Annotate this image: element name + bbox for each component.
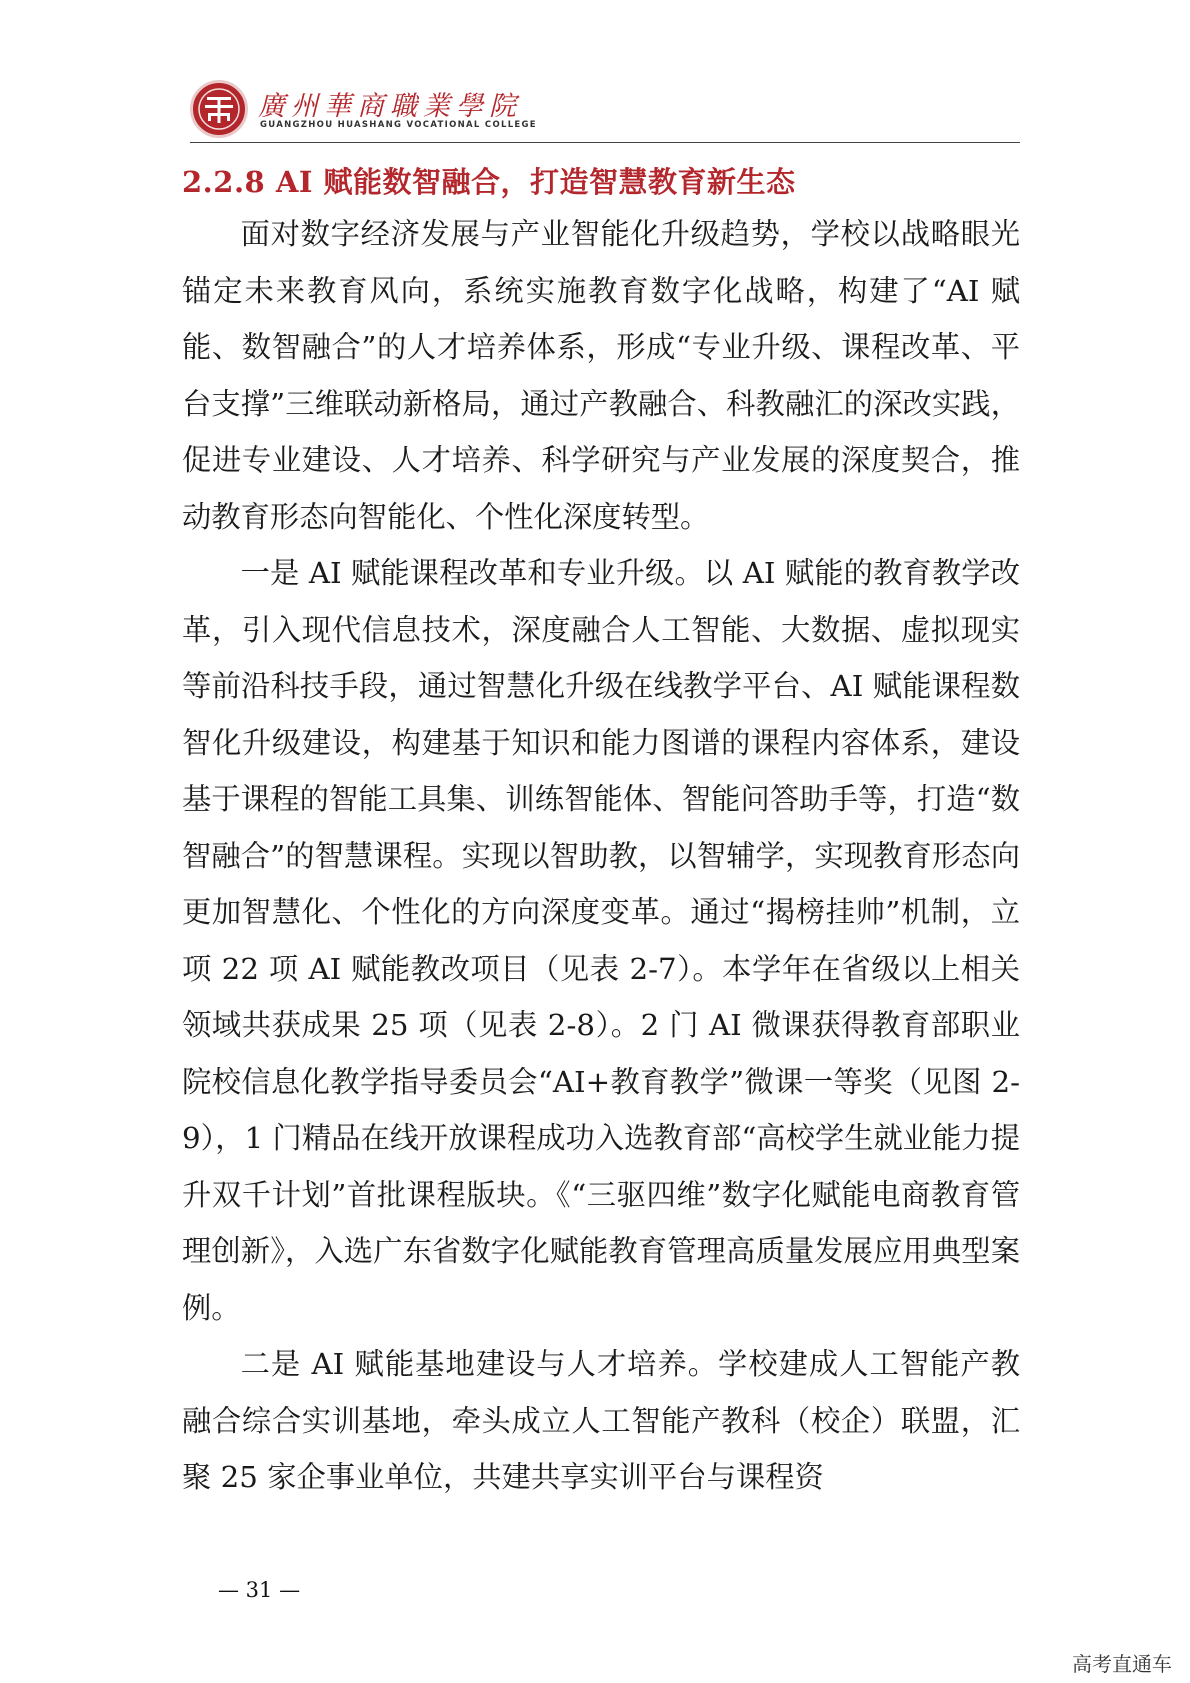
watermark-text: 高考直通车 [1072,1652,1172,1676]
paragraph: 二是 AI 赋能基地建设与人才培养。学校建成人工智能产教融合综合实训基地，牵头成立人工智能产教科（校企）联盟，汇聚 25 家企事业单位，共建共享实训平台与课程资 [182,1347,1020,1494]
college-name-english: GUANGZHOU HUASHANG VOCATIONAL COLLEGE [260,120,537,130]
section-heading: 2.2.8 AI 赋能数智融合，打造智慧教育新生态 [182,165,796,199]
body-text [182,206,1020,1506]
page-header [190,70,1020,144]
header-divider [190,142,1020,143]
college-seal-icon [190,80,248,138]
paragraph: 一是 AI 赋能课程改革和专业升级。以 AI 赋能的教育教学改革，引入现代信息技术，深度融合人工智能、大数据、虚拟现实等前沿科技手段，通过智慧化升级在线教学平台、AI 赋能课程数智化升级建设，构建基于知识和能力图谱的课程内容体系，建设基于课程的智能工具集、训练智能体、智能问答助手等，打造“数智融合”的智慧课程。实现以智助教，以智辅学，实现教育形态向更加智慧化、个性化的方向深度变革。通过“揭榜挂帅”机制，立项 22 项 AI 赋能教改项目（见表 2-7）。本学年在省级以上相关领域共获成果 25 项（见表 2-8）。2 门 AI 微课获得教育部职业院校信息化教学指导委员会“AI+教育教学”微课一等奖（见图 2-9），1 门精品在线开放课程成功入选教育部“高校学生就业能力提升双千计划”首批课程版块。《“三驱四维”数字化赋能电商教育管理创新》，入选广东省数字化赋能教育管理高质量发展应用典型案例。 [182,556,1020,1325]
paragraph: 面对数字经济发展与产业智能化升级趋势，学校以战略眼光锚定未来教育风向，系统实施教育数字化战略，构建了“AI 赋能、数智融合”的人才培养体系，形成“专业升级、课程改革、平台支撑”三维联动新格局，通过产教融合、科教融汇的深改实践，促进专业建设、人才培养、科学研究与产业发展的深度契合，推动教育形态向智能化、个性化深度转型。 [182,217,1020,534]
page-number: — 31 — [218,1578,301,1602]
college-name: 廣州華商職業學院 [258,91,522,122]
